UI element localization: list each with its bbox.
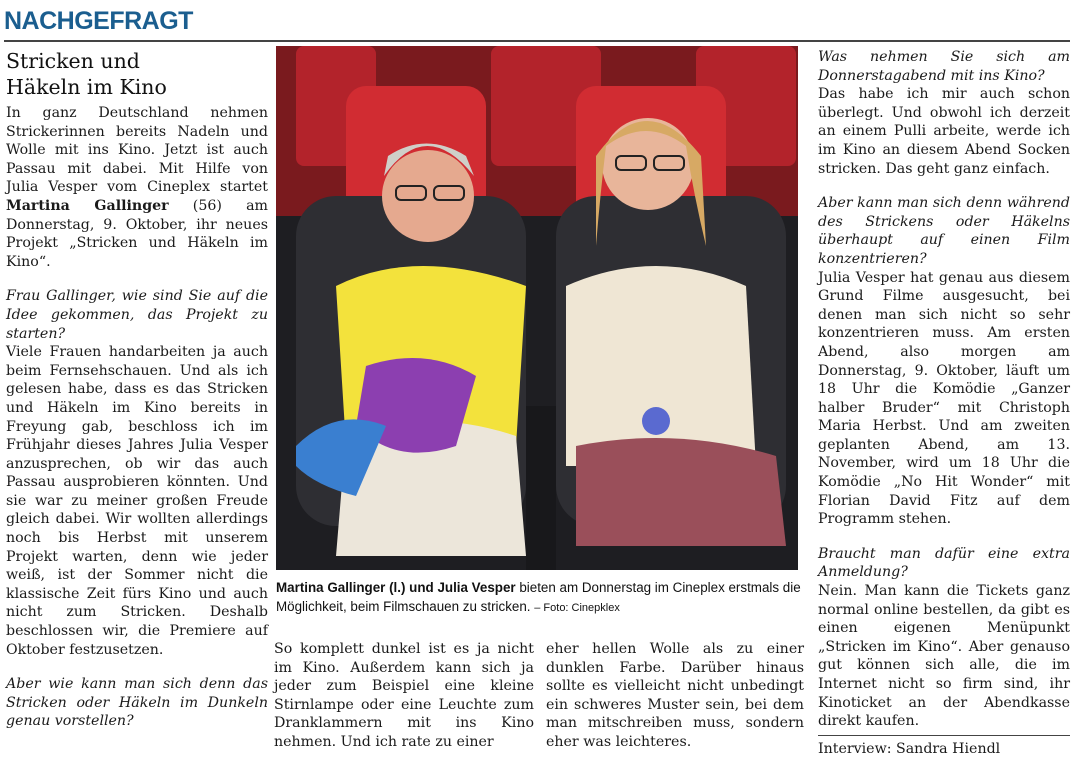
cinema-photo-illustration [276, 46, 798, 570]
column-3 [818, 48, 1070, 731]
article-photo [276, 46, 798, 570]
answer-5: Nein. Man kann die Tickets ganz normal online bestellen, da gibt es einen eigenen Menüpunkt „Stricken im Kino“. Aber genauso gut können sich alle, die im Internet nicht so firm sind, ihr Kinoticket an der Abendkasse direkt kaufen. [818, 583, 1070, 730]
headline-line-2: Häkeln im Kino [6, 75, 167, 99]
intro-text-b: (56) am Donnerstag, 9. Oktober, ihr neues Projekt „Stricken und Häkeln im Kino“. [6, 197, 268, 270]
interview-signature: Interview: Sandra Hiendl [818, 741, 1001, 757]
answer-2-part-2: eher hellen Wolle als zu einer dunklen Farbe. Darüber hinaus sollte es vielleicht nicht unbedingt ein schweres Muster sein, bei dem man mitschreiben muss, sondern eher was leichteres. [546, 641, 804, 750]
question-1: Frau Gallinger, wie sind Sie auf die Idee gekommen, das Projekt zu starten? [6, 288, 268, 342]
answer-2-part-1: So komplett dunkel ist es ja nicht im Kino. Außerdem kann sich ja jeder zum Beispiel eine kleine Stirnlampe oder eine Leuchte zum Dranklammern mit ins Kino nehmen. Und ich rate zu einer [274, 641, 534, 750]
question-2: Aber wie kann man sich denn das Stricken oder Häkeln im Dunkeln genau vorstellen? [6, 676, 268, 730]
intro-name: Martina Gallinger [6, 197, 169, 214]
intro-text-a: In ganz Deutschland nehmen Strickerinnen bereits Nadeln und Wolle mit ins Kino. Jetzt ist auch Passau mit dabei. Mit Hilfe von Julia Vesper vom Cineplex startet [6, 105, 268, 196]
column-2a [274, 640, 534, 752]
column-1 [6, 104, 268, 731]
question-3: Was nehmen Sie sich am Donnerstagabend mit ins Kino? [818, 49, 1070, 84]
headline-line-1: Stricken und [6, 49, 140, 73]
signature-rule [818, 735, 1070, 736]
section-kicker: NACHGEFRAGT [4, 7, 193, 35]
column-2b [546, 640, 804, 752]
answer-1: Viele Frauen handarbeiten ja auch beim Fernsehschauen. Und als ich gelesen habe, dass es das Stricken und Häkeln im Kino bereits in Freyung gab, beschloss ich im Frühjahr dieses Jahres Julia Vesper anzusprechen, ob wir das auch Passau ausprobieren könnten. Und sie war zu meiner großen Freude gleich dabei. Wir wollten allerdings noch bis Herbst mit unserem Projekt warten, denn wie jeder weiß, ist der Sommer nicht die klassische Zeit fürs Kino und auch nicht zum Stricken. Deshalb beschlossen wir, die Premiere auf Oktober festzusetzen. [6, 344, 268, 658]
caption-names: Martina Gallinger (l.) und Julia Vesper [276, 580, 516, 595]
question-4: Aber kann man sich denn während des Strickens oder Häkelns überhaupt auf einen Film konzentrieren? [818, 195, 1070, 267]
answer-4: Julia Vesper hat genau aus diesem Grund Filme ausgesucht, bei denen man sich nicht so sehr konzentrieren muss. Am ersten Abend, also morgen am Donnerstag, 9. Oktober, läuft um 18 Uhr die Komödie „Ganzer halber Bruder“ mit Christoph Maria Herbst. Und am zweiten geplanten Abend, am 13. November, wird um 18 Uhr die Komödie „No Hit Wonder“ mit Florian David Fitz auf dem Programm stehen. [818, 269, 1070, 528]
header-rule [4, 40, 1070, 42]
caption-text: bieten am Donnerstag im Cineplex erstmals die Möglichkeit, beim Filmschauen zu stricken. [276, 580, 801, 614]
question-5: Braucht man dafür eine extra Anmeldung? [818, 545, 1070, 581]
article-headline [6, 48, 268, 100]
photo-caption [276, 578, 804, 618]
intro-paragraph [6, 104, 268, 271]
answer-3: Das habe ich mir auch schon überlegt. Und obwohl ich derzeit an einem Pulli arbeite, werde ich im Kino an diesem Abend Socken stricken. Das geht ganz einfach. [818, 86, 1070, 177]
photo-credit: – Foto: Cinepklex [534, 602, 620, 614]
